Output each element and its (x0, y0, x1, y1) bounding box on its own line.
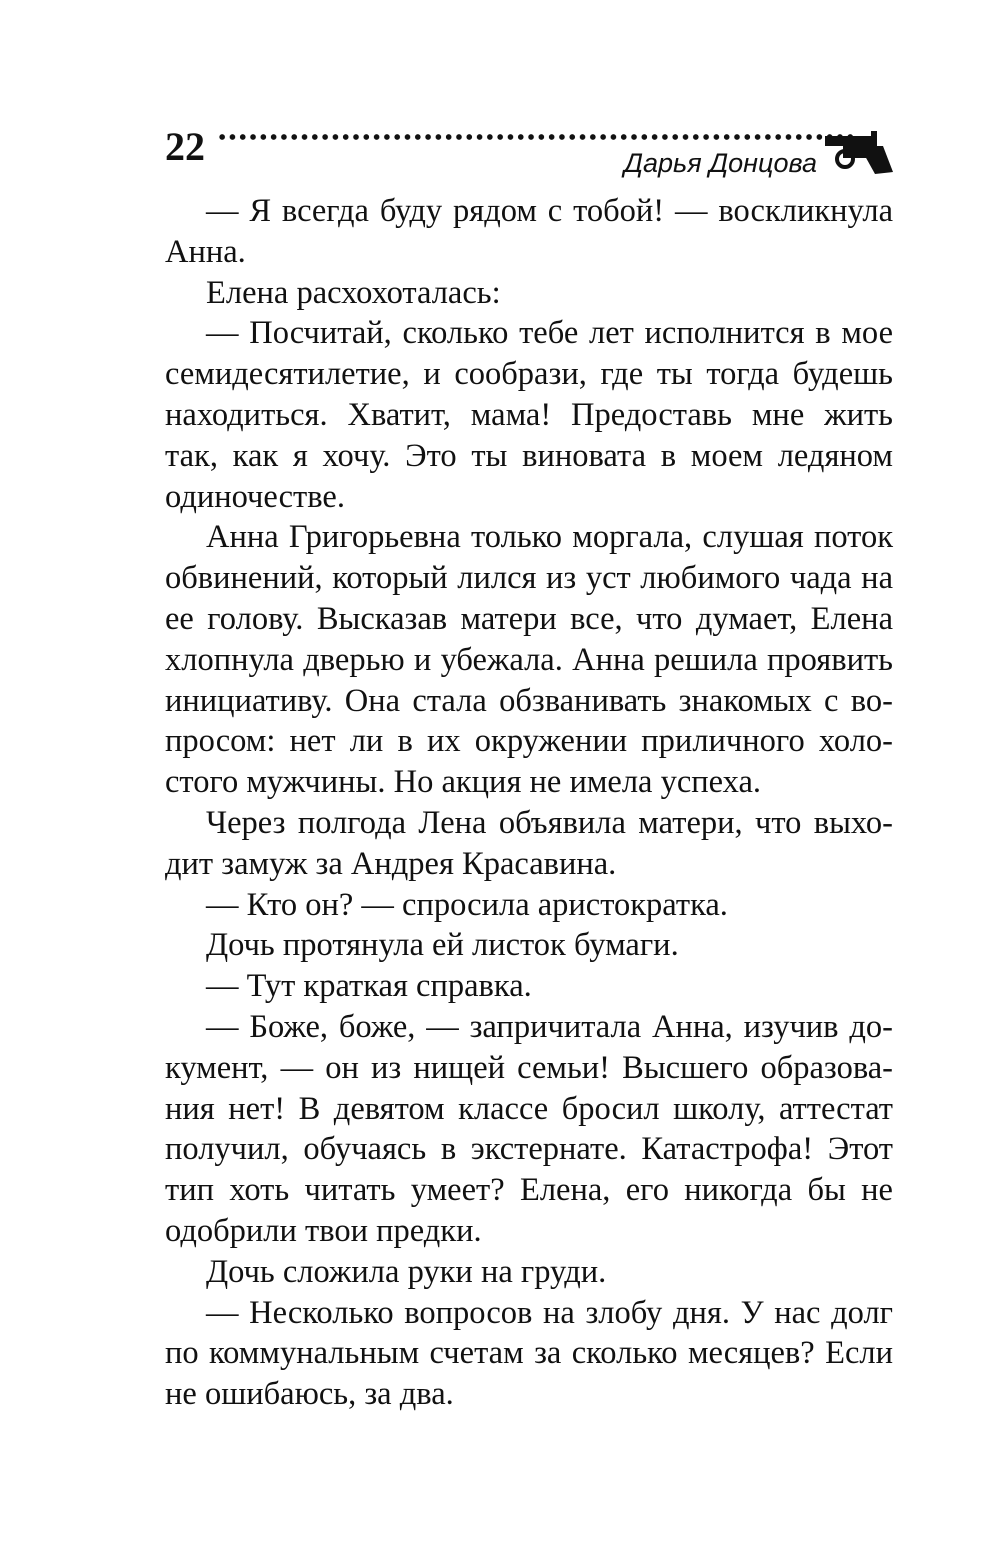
paragraph: Елена расхохоталась: (206, 274, 501, 311)
body-text (165, 191, 893, 1415)
revolver-barrel (825, 136, 877, 146)
dot-leader (217, 132, 857, 142)
author-name: Дарья Донцова (623, 148, 817, 178)
revolver-icon (825, 128, 895, 176)
paragraph: — Тут краткая справка. (206, 968, 532, 1005)
paragraph: Через полгода Лена объявила матери, что выходит замуж за Андрея Красавина. (165, 804, 893, 882)
paragraph: Дочь протянула ей листок бумаги. (206, 927, 679, 964)
paragraph: — Боже, боже, — запричитала Анна, изучив документ, — он из нищей семьи! Высшего образования нет! В девятом классе бросил школу, аттестат получил, обучаясь в экстернате. Катастрофа! Этот тип хоть читать умеет? Елена, его никогда бы не одобрили твои предки. (165, 1008, 893, 1249)
paragraph: Дочь сложила руки на груди. (206, 1253, 607, 1290)
revolver-grip (865, 146, 893, 174)
running-header (165, 118, 895, 188)
paragraph: Анна Григорьевна только моргала, слушая поток обвинений, который лился из уст любимого чада на ее голову. Высказав матери все, что думает, Елена хлопнула дверью и убежала. Анна решила проявить инициативу. Она стала обзванивать знакомых с вопросом: нет ли в их окружении приличного холостого мужчины. Но акция не имела успеха. (165, 519, 893, 801)
page-number: 22 (165, 124, 205, 169)
paragraph: — Несколько вопросов на злобу дня. У нас долг по коммунальным счетам за сколько месяцев? Если не ошибаюсь, за два. (165, 1294, 893, 1413)
paragraph: — Кто он? — спросила аристократка. (206, 886, 728, 923)
revolver-sight (871, 131, 877, 136)
paragraph: — Я всегда буду рядом с тобой! — воскликнула Анна. (165, 193, 893, 270)
paragraph: — Посчитай, сколько тебе лет исполнится в мое семидесятилетие, и сообрази, где ты тогда будешь находиться. Хватит, мама! Предоставь мне жить так, как я хочу. Это ты виновата в моем ледяном одиночестве. (165, 315, 893, 515)
